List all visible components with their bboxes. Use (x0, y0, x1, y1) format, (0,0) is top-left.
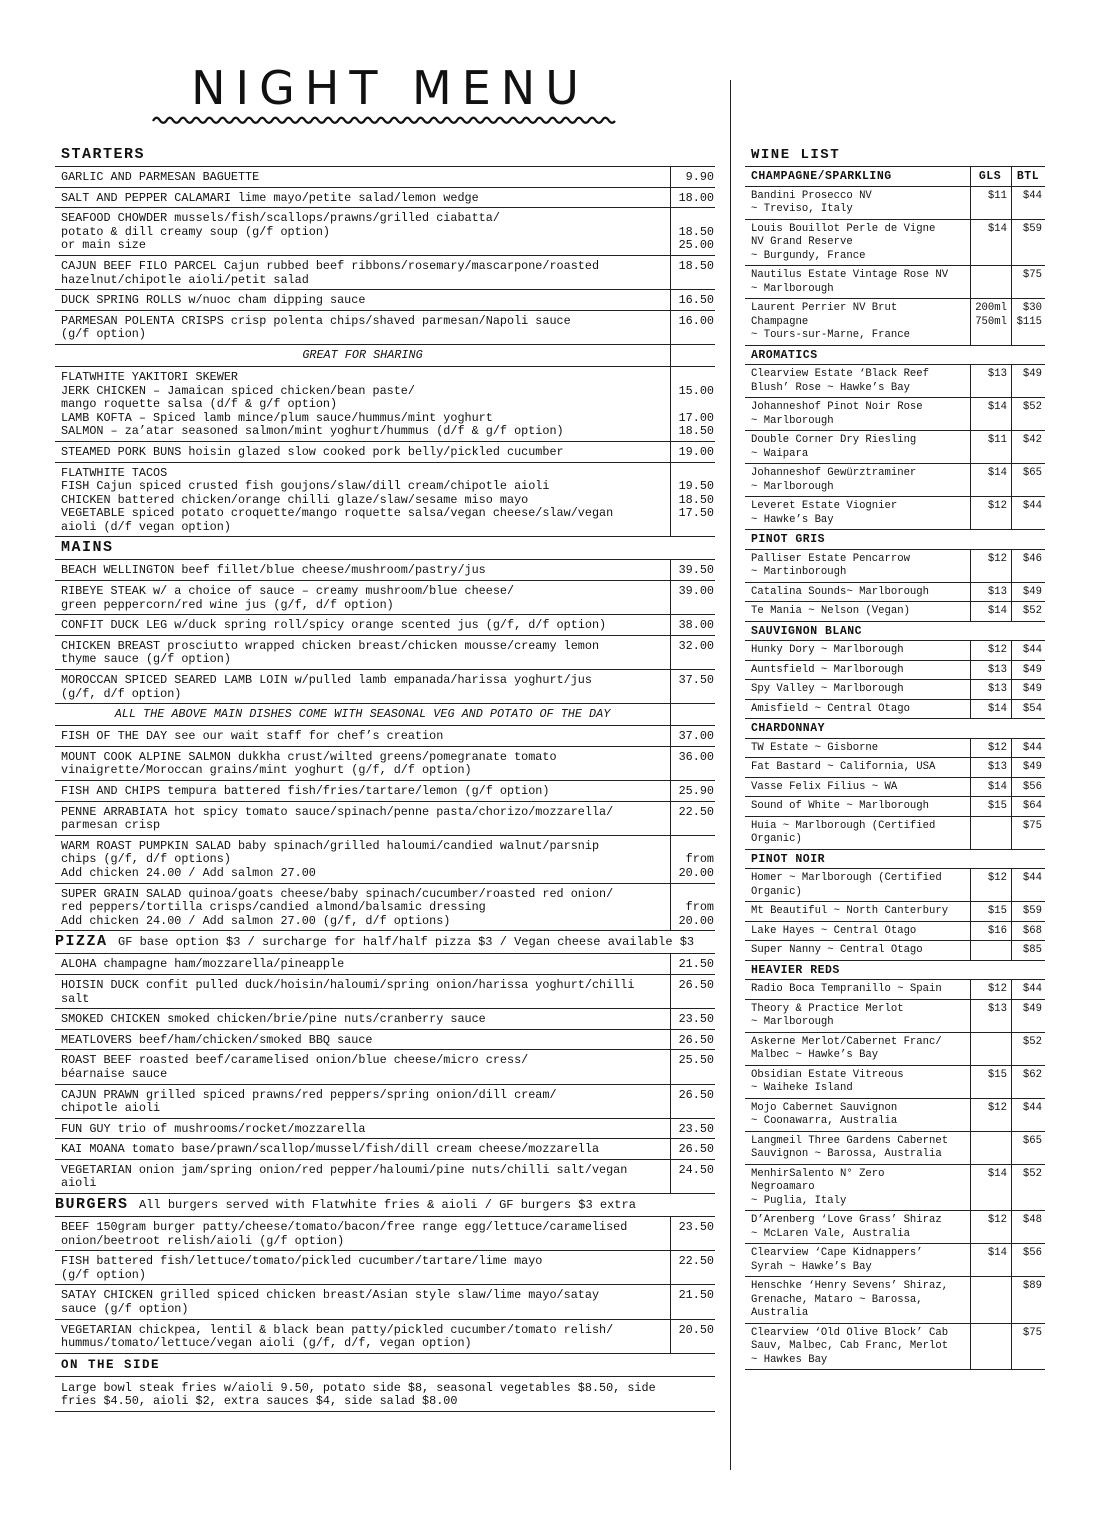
menu-item (55, 835, 715, 883)
menu-item-price: 26.50 (671, 974, 716, 1008)
pizza-title: PIZZA (55, 933, 108, 951)
wine-bottle-price: $49 (1012, 758, 1046, 778)
wine-name: Te Mania ~ Nelson (Vegan) (745, 602, 971, 622)
menu-item-description: BEACH WELLINGTON beef fillet/blue cheese/mushroom/pastry/jus (55, 560, 671, 580)
wine-glass-price: $15 (971, 902, 1012, 922)
wine-item (745, 1065, 1045, 1098)
wine-name: Leveret Estate Viognier ~ Hawke’s Bay (745, 497, 971, 530)
menu-item-price: 36.00 (671, 746, 716, 780)
wine-item (745, 980, 1045, 1000)
wine-name: Vasse Felix Filius ~ WA (745, 777, 971, 797)
wine-bottle-price: $56 (1012, 777, 1046, 797)
wine-name: Fat Bastard ~ California, USA (745, 758, 971, 778)
wine-glass-price: $12 (971, 980, 1012, 1000)
menu-item-description: VEGETARIAN onion jam/spring onion/red pepper/haloumi/pine nuts/chilli salt/vegan aioli (55, 1159, 671, 1193)
wine-glass-price: $13 (971, 680, 1012, 700)
menu-item-price: from 20.00 (671, 883, 716, 931)
wine-bottle-price: $65 (1012, 464, 1046, 497)
menu-item (55, 1217, 715, 1251)
burgers-note: All burgers served with Flatwhite fries & aioli / GF burgers $3 extra (139, 1198, 636, 1213)
wine-name: Catalina Sounds~ Marlborough (745, 582, 971, 602)
wine-item (745, 219, 1045, 266)
column-divider (730, 80, 731, 1470)
wine-name: Theory & Practice Merlot ~ Marlborough (745, 999, 971, 1032)
wine-name: Palliser Estate Pencarrow ~ Martinborough (745, 549, 971, 582)
wine-item (745, 641, 1045, 661)
wine-table (745, 166, 1045, 1370)
menu-item-price: 20.50 (671, 1319, 716, 1353)
wine-list (745, 144, 1045, 1370)
menu-item (55, 1084, 715, 1118)
wine-bottle-price: $48 (1012, 1211, 1046, 1244)
wine-glass-price: $13 (971, 365, 1012, 398)
wine-item (745, 941, 1045, 961)
wine-glass-price (971, 1032, 1012, 1065)
wine-glass-price (971, 1323, 1012, 1370)
wine-glass-price: $14 (971, 398, 1012, 431)
wine-glass-price: $14 (971, 219, 1012, 266)
wine-bottle-price: $85 (1012, 941, 1046, 961)
menu-item-price: 15.00 17.00 18.50 (671, 367, 716, 441)
menu-item-price: 23.50 (671, 1217, 716, 1251)
wine-bottle-price: $64 (1012, 797, 1046, 817)
wine-glass-price: $14 (971, 699, 1012, 719)
wine-item (745, 1323, 1045, 1370)
wine-name: Mt Beautiful ~ North Canterbury (745, 902, 971, 922)
wine-item (745, 797, 1045, 817)
mains-table-2 (55, 726, 715, 931)
menu-item (55, 954, 715, 974)
menu-item-price: 18.00 (671, 187, 716, 208)
wine-bottle-price: $56 (1012, 1244, 1046, 1277)
menu-item-price: 22.50 (671, 801, 716, 835)
menu-item-description: GARLIC AND PARMESAN BAGUETTE (55, 167, 671, 187)
mains-note-table (55, 704, 715, 726)
wine-item (745, 602, 1045, 622)
menu-item (55, 726, 715, 746)
wine-category-name: CHAMPAGNE/SPARKLING (745, 167, 971, 187)
mains-table (55, 560, 715, 704)
menu-item-description: CAJUN BEEF FILO PARCEL Cajun rubbed beef ribbons/rosemary/mascarpone/roasted hazelnut/chipotle aioli/petit salad (55, 255, 671, 289)
wine-category-name: HEAVIER REDS (745, 960, 971, 980)
burgers-title: BURGERS (55, 1196, 129, 1214)
wine-glass-price (971, 266, 1012, 299)
menu-item-description: BEEF 150gram burger patty/cheese/tomato/bacon/free range egg/lettuce/caramelised onion/beetroot relish/aioli (g/f option) (55, 1217, 671, 1251)
wine-bottle-price: $44 (1012, 641, 1046, 661)
menu-item-description: KAI MOANA tomato base/prawn/scallop/mussel/fish/dill cream cheese/mozzarella (55, 1139, 671, 1160)
menu-item-description: FISH battered fish/lettuce/tomato/pickled cucumber/tartare/lime mayo (g/f option) (55, 1251, 671, 1285)
wine-glass-price: $12 (971, 497, 1012, 530)
wine-category-name: SAUVIGNON BLANC (745, 621, 971, 641)
wine-item (745, 1244, 1045, 1277)
menu-item (55, 1050, 715, 1084)
wine-item (745, 266, 1045, 299)
wine-category-row (745, 621, 1045, 641)
wine-name: Huia ~ Marlborough (Certified Organic) (745, 816, 971, 849)
wine-item (745, 869, 1045, 902)
wine-name: Lake Hayes ~ Central Otago (745, 921, 971, 941)
wine-glass-price: $12 (971, 549, 1012, 582)
menu-item (55, 746, 715, 780)
wine-name: TW Estate ~ Gisborne (745, 738, 971, 758)
menu-item-description: HOISIN DUCK confit pulled duck/hoisin/haloumi/spring onion/harissa yoghurt/chilli salt (55, 974, 671, 1008)
menu-item-price: 22.50 (671, 1251, 716, 1285)
gls-header: GLS (971, 167, 1012, 187)
menu-item-description: STEAMED PORK BUNS hoisin glazed slow cooked pork belly/pickled cucumber (55, 441, 671, 462)
menu-item-price: 39.00 (671, 581, 716, 615)
wine-glass-price: $12 (971, 1098, 1012, 1131)
wine-item (745, 999, 1045, 1032)
menu-item-price: 19.00 (671, 441, 716, 462)
menu-item (55, 1251, 715, 1285)
wine-glass-price: 200ml 750ml (971, 299, 1012, 346)
wine-name: Clearview Estate ‘Black Reef Blush’ Rose ~ Hawke’s Bay (745, 365, 971, 398)
wine-glass-price: $14 (971, 777, 1012, 797)
menu-item-description: MOROCCAN SPICED SEARED LAMB LOIN w/pulled lamb empanada/harissa yoghurt/jus (g/f, d/f option) (55, 670, 671, 704)
pizza-table (55, 954, 715, 1194)
pizza-heading (55, 931, 715, 954)
menu-item (55, 1319, 715, 1353)
wine-name: Nautilus Estate Vintage Rose NV ~ Marlborough (745, 266, 971, 299)
menu-item (55, 1285, 715, 1319)
menu-item (55, 290, 715, 311)
wine-bottle-price: $44 (1012, 186, 1046, 219)
menu-item (55, 167, 715, 187)
menu-item (55, 1009, 715, 1030)
wine-name: Askerne Merlot/Cabernet Franc/ Malbec ~ Hawke’s Bay (745, 1032, 971, 1065)
menu-item-price: 18.50 (671, 255, 716, 289)
menu-item-description: VEGETARIAN chickpea, lentil & black bean patty/pickled cucumber/tomato relish/ hummus/tomato/lettuce/vegan aioli (g/f, d/f, vegan option) (55, 1319, 671, 1353)
wine-item (745, 699, 1045, 719)
menu-item-price: 25.90 (671, 781, 716, 802)
wine-glass-price: $11 (971, 431, 1012, 464)
wine-item (745, 1277, 1045, 1324)
wine-item (745, 186, 1045, 219)
menu-item-description: DUCK SPRING ROLLS w/nuoc cham dipping sauce (55, 290, 671, 311)
wine-item (745, 1098, 1045, 1131)
wine-item (745, 365, 1045, 398)
pizza-note: GF base option $3 / surcharge for half/half pizza $3 / Vegan cheese available $3 (118, 935, 695, 950)
wine-glass-price: $13 (971, 660, 1012, 680)
wine-item (745, 902, 1045, 922)
menu-item-description: FISH OF THE DAY see our wait staff for chef’s creation (55, 726, 671, 746)
wine-item (745, 582, 1045, 602)
wine-name: Bandini Prosecco NV ~ Treviso, Italy (745, 186, 971, 219)
menu-item-description: MOUNT COOK ALPINE SALMON dukkha crust/wilted greens/pomegranate tomato vinaigrette/Moroccan grains/mint yoghurt (g/f, d/f option) (55, 746, 671, 780)
burgers-table (55, 1217, 715, 1354)
wine-bottle-price: $46 (1012, 549, 1046, 582)
menu-item-description: FLATWHITE YAKITORI SKEWER JERK CHICKEN – Jamaican spiced chicken/bean paste/ mango roquette salsa (d/f & g/f option) LAMB KOFTA – Spiced lamb mince/plum sauce/hummus/mint yoghurt SALMON – za’atar seasoned salmon/mint yoghurt/hummus (d/f & g/f option) (55, 367, 671, 441)
menu-item (55, 255, 715, 289)
wine-name: Mojo Cabernet Sauvignon ~ Coonawarra, Australia (745, 1098, 971, 1131)
menu-item (55, 1139, 715, 1160)
menu-item-description: FLATWHITE TACOS FISH Cajun spiced crusted fish goujons/slaw/dill cream/chipotle aioli CHICKEN battered chicken/orange chilli glaze/slaw/sesame miso mayo VEGETABLE spiced potato croquette/mango roquette salsa/vegan cheese/slaw/vegan aioli (d/f vegan option) (55, 462, 671, 537)
wine-bottle-price: $75 (1012, 1323, 1046, 1370)
side-table (55, 1377, 715, 1412)
menu-item-description: WARM ROAST PUMPKIN SALAD baby spinach/grilled haloumi/candied walnut/parsnip chips (g/f, d/f options) Add chicken 24.00 / Add salmon 27.00 (55, 835, 671, 883)
wine-bottle-price: $89 (1012, 1277, 1046, 1324)
wine-bottle-price: $62 (1012, 1065, 1046, 1098)
wine-category-name: CHARDONNAY (745, 719, 971, 739)
menu-item (55, 1029, 715, 1050)
menu-item (55, 581, 715, 615)
wine-name: Sound of White ~ Marlborough (745, 797, 971, 817)
wine-item (745, 549, 1045, 582)
wine-glass-price: $14 (971, 602, 1012, 622)
btl-header: BTL (1012, 167, 1046, 187)
wine-glass-price: $14 (971, 464, 1012, 497)
menu-item-description: ALOHA champagne ham/mozzarella/pineapple (55, 954, 671, 974)
menu-item-price: 24.50 (671, 1159, 716, 1193)
wine-item (745, 398, 1045, 431)
menu-item (55, 208, 715, 256)
wine-glass-price: $11 (971, 186, 1012, 219)
wine-item (745, 1211, 1045, 1244)
wine-name: MenhirSalento N° Zero Negroamaro ~ Puglia, Italy (745, 1164, 971, 1211)
menu-item (55, 367, 715, 441)
menu-item-description: SUPER GRAIN SALAD quinoa/goats cheese/baby spinach/cucumber/roasted red onion/ red peppers/tortilla crisps/candied almond/balsamic dressing Add chicken 24.00 / Add salmon 27.00 (g/f, d/f options) (55, 883, 671, 931)
menu-item-description: SEAFOOD CHOWDER mussels/fish/scallops/prawns/grilled ciabatta/ potato & dill creamy soup (g/f option) or main size (55, 208, 671, 256)
menu-item-price: 16.50 (671, 290, 716, 311)
wine-bottle-price: $49 (1012, 365, 1046, 398)
menu-item-description: MEATLOVERS beef/ham/chicken/smoked BBQ sauce (55, 1029, 671, 1050)
menu-item-description: CONFIT DUCK LEG w/duck spring roll/spicy orange scented jus (g/f, d/f option) (55, 615, 671, 636)
menu-item-description: CHICKEN BREAST prosciutto wrapped chicken breast/chicken mousse/creamy lemon thyme sauce (g/f option) (55, 635, 671, 669)
menu-item (55, 635, 715, 669)
wine-name: Clearview ‘Cape Kidnappers’ Syrah ~ Hawke’s Bay (745, 1244, 971, 1277)
wine-item (745, 464, 1045, 497)
menu-item-description: PENNE ARRABIATA hot spicy tomato sauce/spinach/penne pasta/chorizo/mozzarella/ parmesan crisp (55, 801, 671, 835)
menu-item-price: 26.50 (671, 1139, 716, 1160)
wine-bottle-price: $44 (1012, 869, 1046, 902)
wine-bottle-price: $30 $115 (1012, 299, 1046, 346)
menu-item-price: 23.50 (671, 1009, 716, 1030)
side-heading: ON THE SIDE (55, 1354, 715, 1377)
wine-bottle-price: $44 (1012, 738, 1046, 758)
wine-name: Langmeil Three Gardens Cabernet Sauvignon ~ Barossa, Australia (745, 1131, 971, 1164)
wine-item (745, 497, 1045, 530)
menu-item (55, 187, 715, 208)
wine-glass-price: $13 (971, 758, 1012, 778)
wine-bottle-price: $52 (1012, 1164, 1046, 1211)
wine-category-name: AROMATICS (745, 345, 971, 365)
menu-item (55, 1159, 715, 1193)
menu-item-description: ROAST BEEF roasted beef/caramelised onion/blue cheese/micro cress/ béarnaise sauce (55, 1050, 671, 1084)
menu-item-description: FUN GUY trio of mushrooms/rocket/mozzarella (55, 1118, 671, 1139)
wine-bottle-price: $59 (1012, 219, 1046, 266)
wine-glass-price: $12 (971, 641, 1012, 661)
mains-heading: MAINS (55, 537, 715, 560)
menu-item-price: 25.50 (671, 1050, 716, 1084)
wine-item (745, 660, 1045, 680)
menu-item-description: SMOKED CHICKEN smoked chicken/brie/pine nuts/cranberry sauce (55, 1009, 671, 1030)
wine-bottle-price: $59 (1012, 902, 1046, 922)
wine-bottle-price: $49 (1012, 582, 1046, 602)
wine-glass-price: $12 (971, 738, 1012, 758)
menu-item-price: 37.50 (671, 670, 716, 704)
wine-bottle-price: $52 (1012, 1032, 1046, 1065)
wine-name: Laurent Perrier NV Brut Champagne ~ Tours-sur-Marne, France (745, 299, 971, 346)
wine-glass-price: $13 (971, 999, 1012, 1032)
wine-category-row (745, 345, 1045, 365)
menu-item-price: 21.50 (671, 954, 716, 974)
wine-item (745, 680, 1045, 700)
menu-item-price: from 20.00 (671, 835, 716, 883)
menu-item-description: SALT AND PEPPER CALAMARI lime mayo/petite salad/lemon wedge (55, 187, 671, 208)
menu-item-price: 21.50 (671, 1285, 716, 1319)
sharing-label-table (55, 345, 715, 367)
menu-item-description: PARMESAN POLENTA CRISPS crisp polenta chips/shaved parmesan/Napoli sauce (g/f option) (55, 310, 671, 344)
menu-item-description: CAJUN PRAWN grilled spiced prawns/red peppers/spring onion/dill cream/ chipotle aioli (55, 1084, 671, 1118)
wine-item (745, 1164, 1045, 1211)
wine-name: Spy Valley ~ Marlborough (745, 680, 971, 700)
side-text: Large bowl steak fries w/aioli 9.50, potato side $8, seasonal vegetables $8.50, side fries $4.50, aioli $2, extra sauces $4, side salad $8.00 (55, 1377, 715, 1412)
menu-item-description: FISH AND CHIPS tempura battered fish/fries/tartare/lemon (g/f option) (55, 781, 671, 802)
wine-name: Auntsfield ~ Marlborough (745, 660, 971, 680)
wine-category-row (745, 960, 1045, 980)
burgers-heading (55, 1194, 715, 1217)
wine-bottle-price: $42 (1012, 431, 1046, 464)
wine-bottle-price: $44 (1012, 980, 1046, 1000)
starters-heading: STARTERS (55, 144, 715, 167)
wine-name: Clearview ‘Old Olive Block’ Cab Sauv, Malbec, Cab Franc, Merlot ~ Hawkes Bay (745, 1323, 971, 1370)
wine-name: Johanneshof Pinot Noir Rose ~ Marlborough (745, 398, 971, 431)
wine-name: Double Corner Dry Riesling ~ Waipara (745, 431, 971, 464)
sharing-table (55, 367, 715, 538)
menu-item (55, 1118, 715, 1139)
menu-item-description: RIBEYE STEAK w/ a choice of sauce – creamy mushroom/blue cheese/ green peppercorn/red wine jus (g/f, d/f option) (55, 581, 671, 615)
wine-glass-price: $13 (971, 582, 1012, 602)
wine-bottle-price: $44 (1012, 1098, 1046, 1131)
wine-bottle-price: $75 (1012, 816, 1046, 849)
menu-item (55, 781, 715, 802)
wine-item (745, 299, 1045, 346)
wine-bottle-price: $65 (1012, 1131, 1046, 1164)
menu-item-price: 26.50 (671, 1084, 716, 1118)
wine-name: Homer ~ Marlborough (Certified Organic) (745, 869, 971, 902)
wine-glass-price: $15 (971, 797, 1012, 817)
wine-bottle-price: $75 (1012, 266, 1046, 299)
wine-item (745, 431, 1045, 464)
wine-list-title: WINE LIST (751, 147, 841, 163)
food-menu (55, 144, 715, 1412)
wine-glass-price (971, 1131, 1012, 1164)
menu-item-price: 26.50 (671, 1029, 716, 1050)
wine-bottle-price: $54 (1012, 699, 1046, 719)
wine-name: Louis Bouillot Perle de Vigne NV Grand Reserve ~ Burgundy, France (745, 219, 971, 266)
menu-item-price: 37.00 (671, 726, 716, 746)
wine-bottle-price: $52 (1012, 602, 1046, 622)
menu-item (55, 462, 715, 537)
wine-name: Amisfield ~ Central Otago (745, 699, 971, 719)
menu-item-description: SATAY CHICKEN grilled spiced chicken breast/Asian style slaw/lime mayo/satay sauce (g/f option) (55, 1285, 671, 1319)
wine-bottle-price: $49 (1012, 999, 1046, 1032)
wine-item (745, 921, 1045, 941)
menu-item-price: 16.00 (671, 310, 716, 344)
wine-name: Johanneshof Gewürztraminer ~ Marlborough (745, 464, 971, 497)
wine-glass-price (971, 941, 1012, 961)
wine-bottle-price: $49 (1012, 680, 1046, 700)
wine-glass-price (971, 816, 1012, 849)
wave-divider (150, 112, 620, 128)
wine-name: D’Arenberg ‘Love Grass’ Shiraz ~ McLaren Vale, Australia (745, 1211, 971, 1244)
wine-item (745, 738, 1045, 758)
menu-item-price: 9.90 (671, 167, 716, 187)
wine-name: Radio Boca Tempranillo ~ Spain (745, 980, 971, 1000)
menu-item (55, 310, 715, 344)
wine-bottle-price: $44 (1012, 497, 1046, 530)
wine-glass-price: $14 (971, 1244, 1012, 1277)
wine-glass-price: $14 (971, 1164, 1012, 1211)
wine-item (745, 758, 1045, 778)
mains-note: ALL THE ABOVE MAIN DISHES COME WITH SEASONAL VEG AND POTATO OF THE DAY (55, 704, 671, 726)
menu-item-price: 23.50 (671, 1118, 716, 1139)
menu-item (55, 441, 715, 462)
wine-glass-price (971, 1277, 1012, 1324)
wine-category-name: PINOT NOIR (745, 849, 971, 869)
menu-item (55, 801, 715, 835)
menu-item-price: 39.50 (671, 560, 716, 580)
menu-title: NIGHT MENU (191, 61, 589, 115)
menu-item (55, 615, 715, 636)
menu-item (55, 883, 715, 931)
menu-item (55, 670, 715, 704)
menu-item-price: 19.50 18.50 17.50 (671, 462, 716, 537)
wine-glass-price: $12 (971, 869, 1012, 902)
wine-bottle-price: $68 (1012, 921, 1046, 941)
wine-category-name: PINOT GRIS (745, 530, 971, 550)
wine-bottle-price: $49 (1012, 660, 1046, 680)
wine-item (745, 777, 1045, 797)
wine-glass-price: $12 (971, 1211, 1012, 1244)
wine-glass-price: $16 (971, 921, 1012, 941)
wine-name: Super Nanny ~ Central Otago (745, 941, 971, 961)
wine-category-row (745, 167, 1045, 187)
menu-item-price: 18.50 25.00 (671, 208, 716, 256)
wine-glass-price: $15 (971, 1065, 1012, 1098)
wine-name: Henschke ‘Henry Sevens’ Shiraz, Grenache, Mataro ~ Barossa, Australia (745, 1277, 971, 1324)
wine-name: Hunky Dory ~ Marlborough (745, 641, 971, 661)
wine-category-row (745, 719, 1045, 739)
sharing-label: GREAT FOR SHARING (55, 345, 671, 367)
menu-item-price: 32.00 (671, 635, 716, 669)
wine-item (745, 1131, 1045, 1164)
starters-table (55, 167, 715, 345)
wine-bottle-price: $52 (1012, 398, 1046, 431)
menu-item-price: 38.00 (671, 615, 716, 636)
menu-item (55, 560, 715, 580)
wine-item (745, 1032, 1045, 1065)
wine-category-row (745, 530, 1045, 550)
menu-item (55, 974, 715, 1008)
wine-name: Obsidian Estate Vitreous ~ Waiheke Island (745, 1065, 971, 1098)
wine-category-row (745, 849, 1045, 869)
wine-item (745, 816, 1045, 849)
